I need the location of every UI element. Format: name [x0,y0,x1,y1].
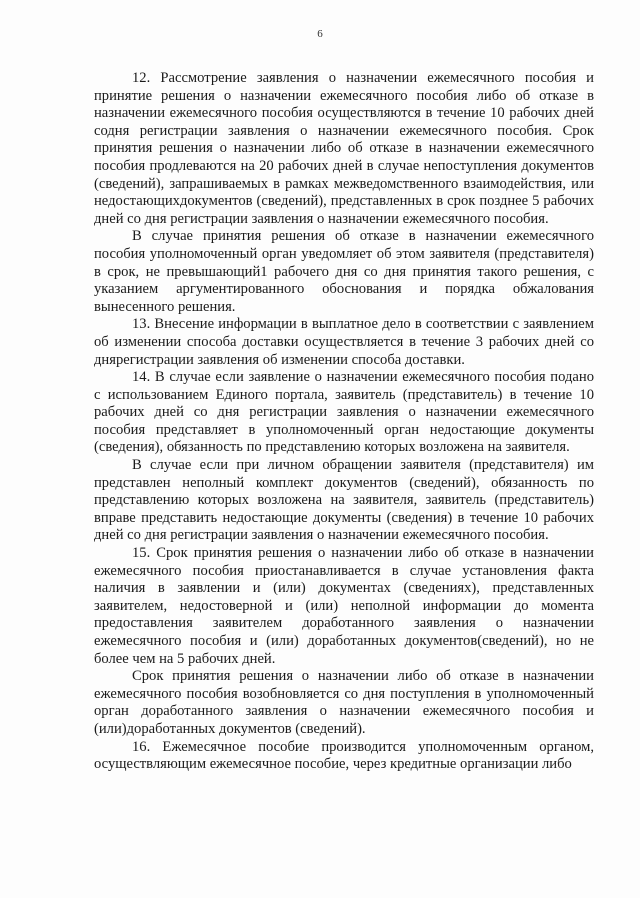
paragraph-12: 12. Рассмотрение заявления о назначении ежемесячного пособия и принятие решения о назначении ежемесячного пособия либо об отказе в назначении ежемесячного пособия осуществляются в течение 10 рабочих дней содня регистрации заявления о назначении ежемесячного пособия. Срок принятия решения о назначении либо об отказе в назначении ежемесячного пособия продлеваются на 20 рабочих дней в случае непоступления документов (сведений), запрашиваемых в рамках межведомственного взаимодействия, или недостающихдокументов (сведений), представленных в срок позднее 5 рабочих дней со дня регистрации заявления о назначении ежемесячного пособия. [94,70,594,227]
paragraph-15: 15. Срок принятия решения о назначении либо об отказе в назначении ежемесячного пособия приостанавливается в случае установления факта наличия в заявлении и (или) документах (сведениях), представленных заявителем, недостоверной и (или) неполной информации до момента предоставления заявителем доработанного заявления о назначении ежемесячного пособия и (или) доработанных документов(сведений), но не более чем на 5 рабочих дней. [94,545,594,667]
document-body [94,70,594,774]
paragraph-resumption: Срок принятия решения о назначении либо об отказе в назначении ежемесячного пособия возобновляется со дня поступления в уполномоченный орган доработанного заявления о назначении ежемесячного пособия и (или)доработанных документов (сведений). [94,668,594,737]
paragraph-13: 13. Внесение информации в выплатное дело в соответствии с заявлением об изменении способа доставки осуществляется в течение 3 рабочих дней со днярегистрации заявления об изменении способа доставки. [94,316,594,368]
page-number: 6 [317,28,323,40]
paragraph-incomplete-documents: В случае если при личном обращении заявителя (представителя) им представлен неполный комплект документов (сведений), обязанность по представлению которых возложена на заявителя, заявитель (представитель) вправе представить недостающие документы (сведения) в течение 10 рабочих дней со дня регистрации заявления о назначении ежемесячного пособия. [94,457,594,544]
paragraph-refusal-notice: В случае принятия решения об отказе в назначении ежемесячного пособия уполномоченный орган уведомляет об этом заявителя (представителя) в срок, не превышающий1 рабочего дня со дня принятия такого решения, с указанием аргументированного обоснования и порядка обжалования вынесенного решения. [94,228,594,315]
paragraph-14: 14. В случае если заявление о назначении ежемесячного пособия подано с использованием Единого портала, заявитель (представитель) в течение 10 рабочих дней со дня регистрации заявления о назначении ежемесячного пособия представляет в уполномоченный орган недостающие документы (сведения), обязанность по представлению которых возложена на заявителя. [94,369,594,456]
paragraph-16: 16. Ежемесячное пособие производится уполномоченным органом, осуществляющим ежемесячное пособие, через кредитные организации либо [94,738,594,773]
